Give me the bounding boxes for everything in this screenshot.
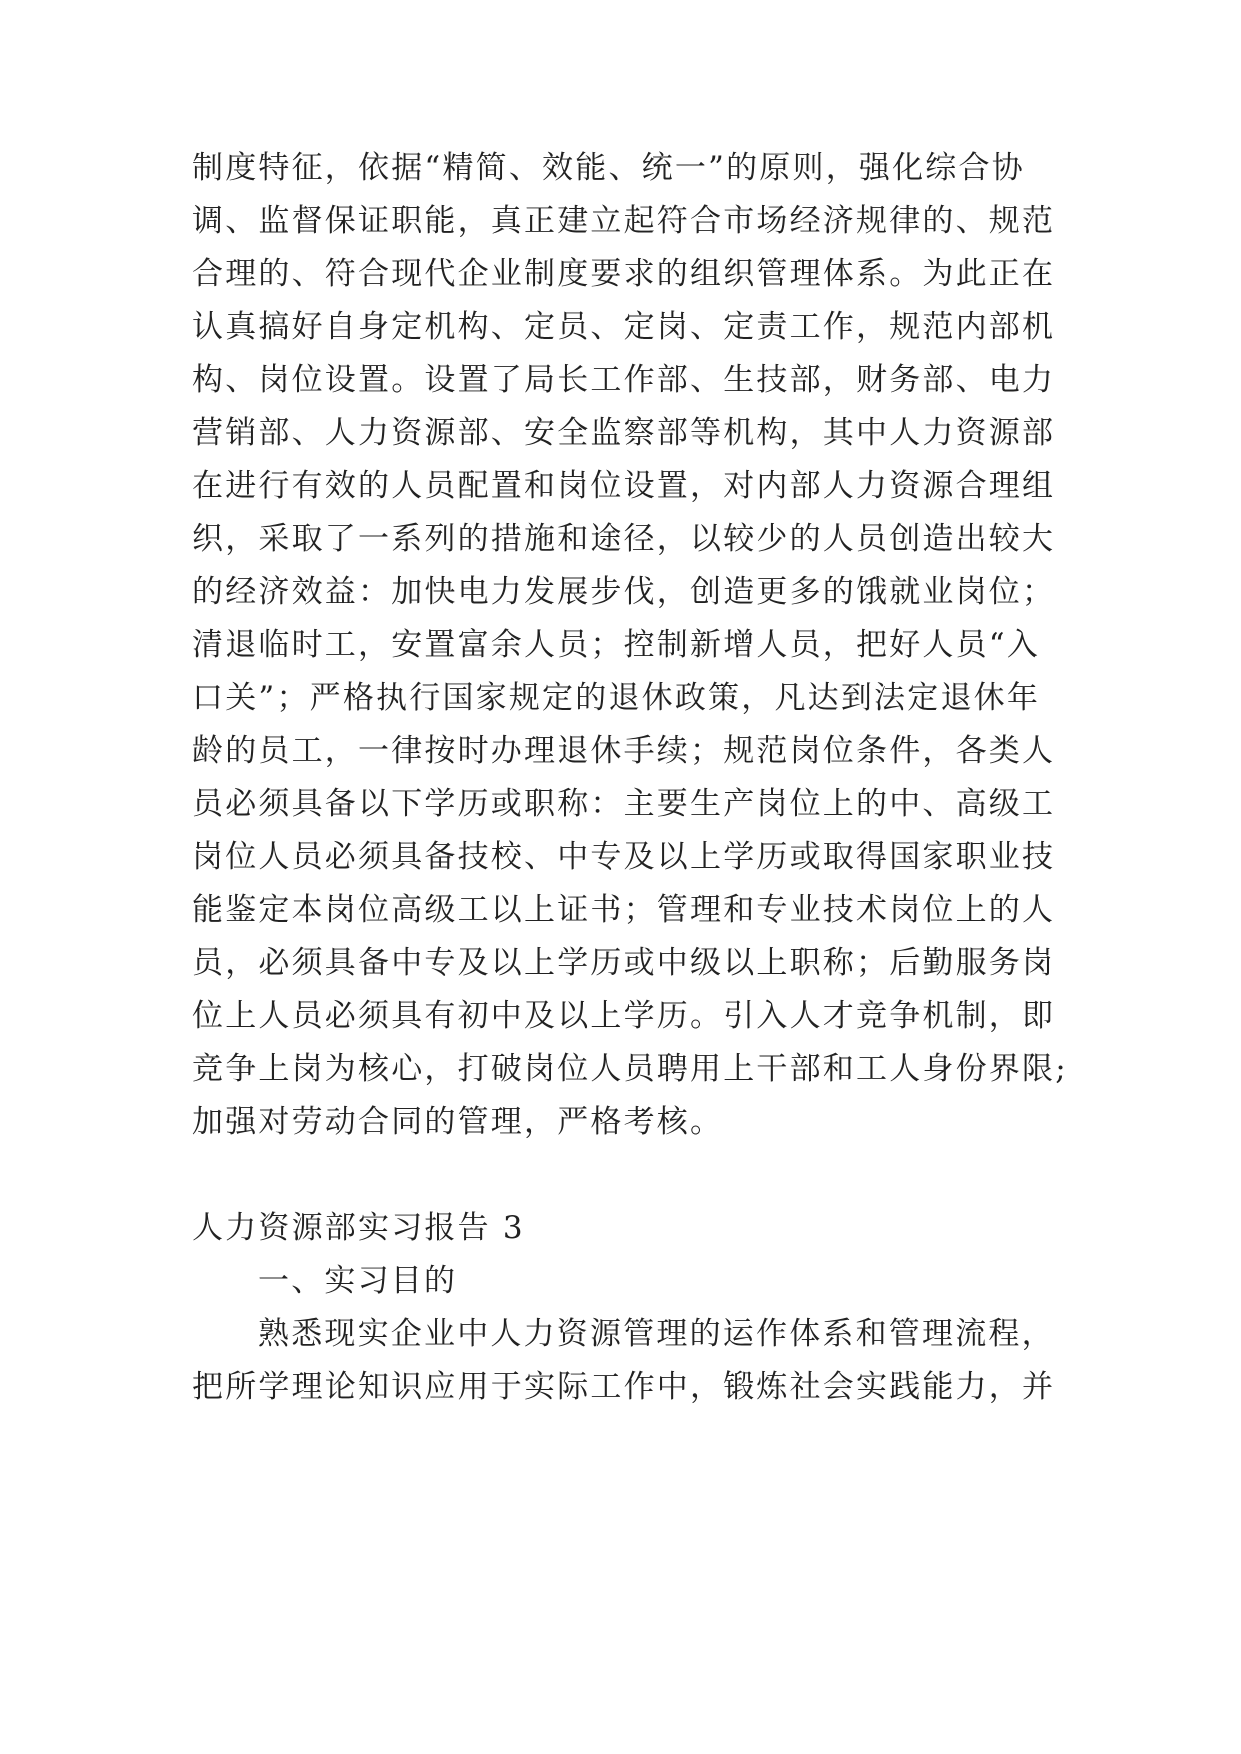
paragraph-2-line-2: 把所学理论知识应用于实际工作中，锻炼社会实践能力，并 bbox=[192, 1369, 1056, 1405]
paragraph-2-line-1: 熟悉现实企业中人力资源管理的运作体系和管理流程， bbox=[258, 1316, 1055, 1352]
subheading: 一、实习目的 bbox=[258, 1263, 458, 1299]
paragraph-1-line-15: 能鉴定本岗位高级工以上证书；管理和专业技术岗位上的人 bbox=[192, 892, 1056, 928]
paragraph-1-line-10: 清退临时工，安置富余人员；控制新增人员，把好人员“入 bbox=[192, 627, 1041, 663]
paragraph-1-line-1: 制度特征，依据“精简、效能、统一”的原则，强化综合协 bbox=[192, 150, 1025, 186]
paragraph-1-line-6: 营销部、人力资源部、安全监察部等机构，其中人力资源部 bbox=[192, 415, 1056, 451]
paragraph-1-line-4: 认真搞好自身定机构、定员、定岗、定责工作，规范内部机 bbox=[192, 309, 1056, 345]
paragraph-1-line-19: 加强对劳动合同的管理，严格考核。 bbox=[192, 1104, 724, 1140]
paragraph-1-line-3: 合理的、符合现代企业制度要求的组织管理体系。为此正在 bbox=[192, 256, 1056, 292]
paragraph-1-line-13: 员必须具备以下学历或职称：主要生产岗位上的中、高级工 bbox=[192, 786, 1056, 822]
paragraph-1-line-12: 龄的员工，一律按时办理退休手续；规范岗位条件，各类人 bbox=[192, 733, 1056, 769]
paragraph-1-line-17: 位上人员必须具有初中及以上学历。引入人才竞争机制，即 bbox=[192, 998, 1056, 1034]
paragraph-1-line-8: 织，采取了一系列的措施和途径，以较少的人员创造出较大 bbox=[192, 521, 1056, 557]
paragraph-1-line-14: 岗位人员必须具备技校、中专及以上学历或取得国家职业技 bbox=[192, 839, 1056, 875]
section-title: 人力资源部实习报告 3 bbox=[192, 1210, 525, 1246]
paragraph-1-line-2: 调、监督保证职能，真正建立起符合市场经济规律的、规范 bbox=[192, 203, 1056, 239]
paragraph-1-line-11: 口关”；严格执行国家规定的退休政策，凡达到法定退休年 bbox=[192, 680, 1041, 716]
paragraph-1-line-7: 在进行有效的人员配置和岗位设置，对内部人力资源合理组 bbox=[192, 468, 1056, 504]
paragraph-1-line-18: 竞争上岗为核心，打破岗位人员聘用上干部和工人身份界限; bbox=[192, 1051, 1068, 1087]
paragraph-1-line-16: 员，必须具备中专及以上学历或中级以上职称；后勤服务岗 bbox=[192, 945, 1056, 981]
paragraph-1-line-9: 的经济效益：加快电力发展步伐，创造更多的饿就业岗位； bbox=[192, 574, 1056, 610]
paragraph-1-line-5: 构、岗位设置。设置了局长工作部、生技部，财务部、电力 bbox=[192, 362, 1056, 398]
